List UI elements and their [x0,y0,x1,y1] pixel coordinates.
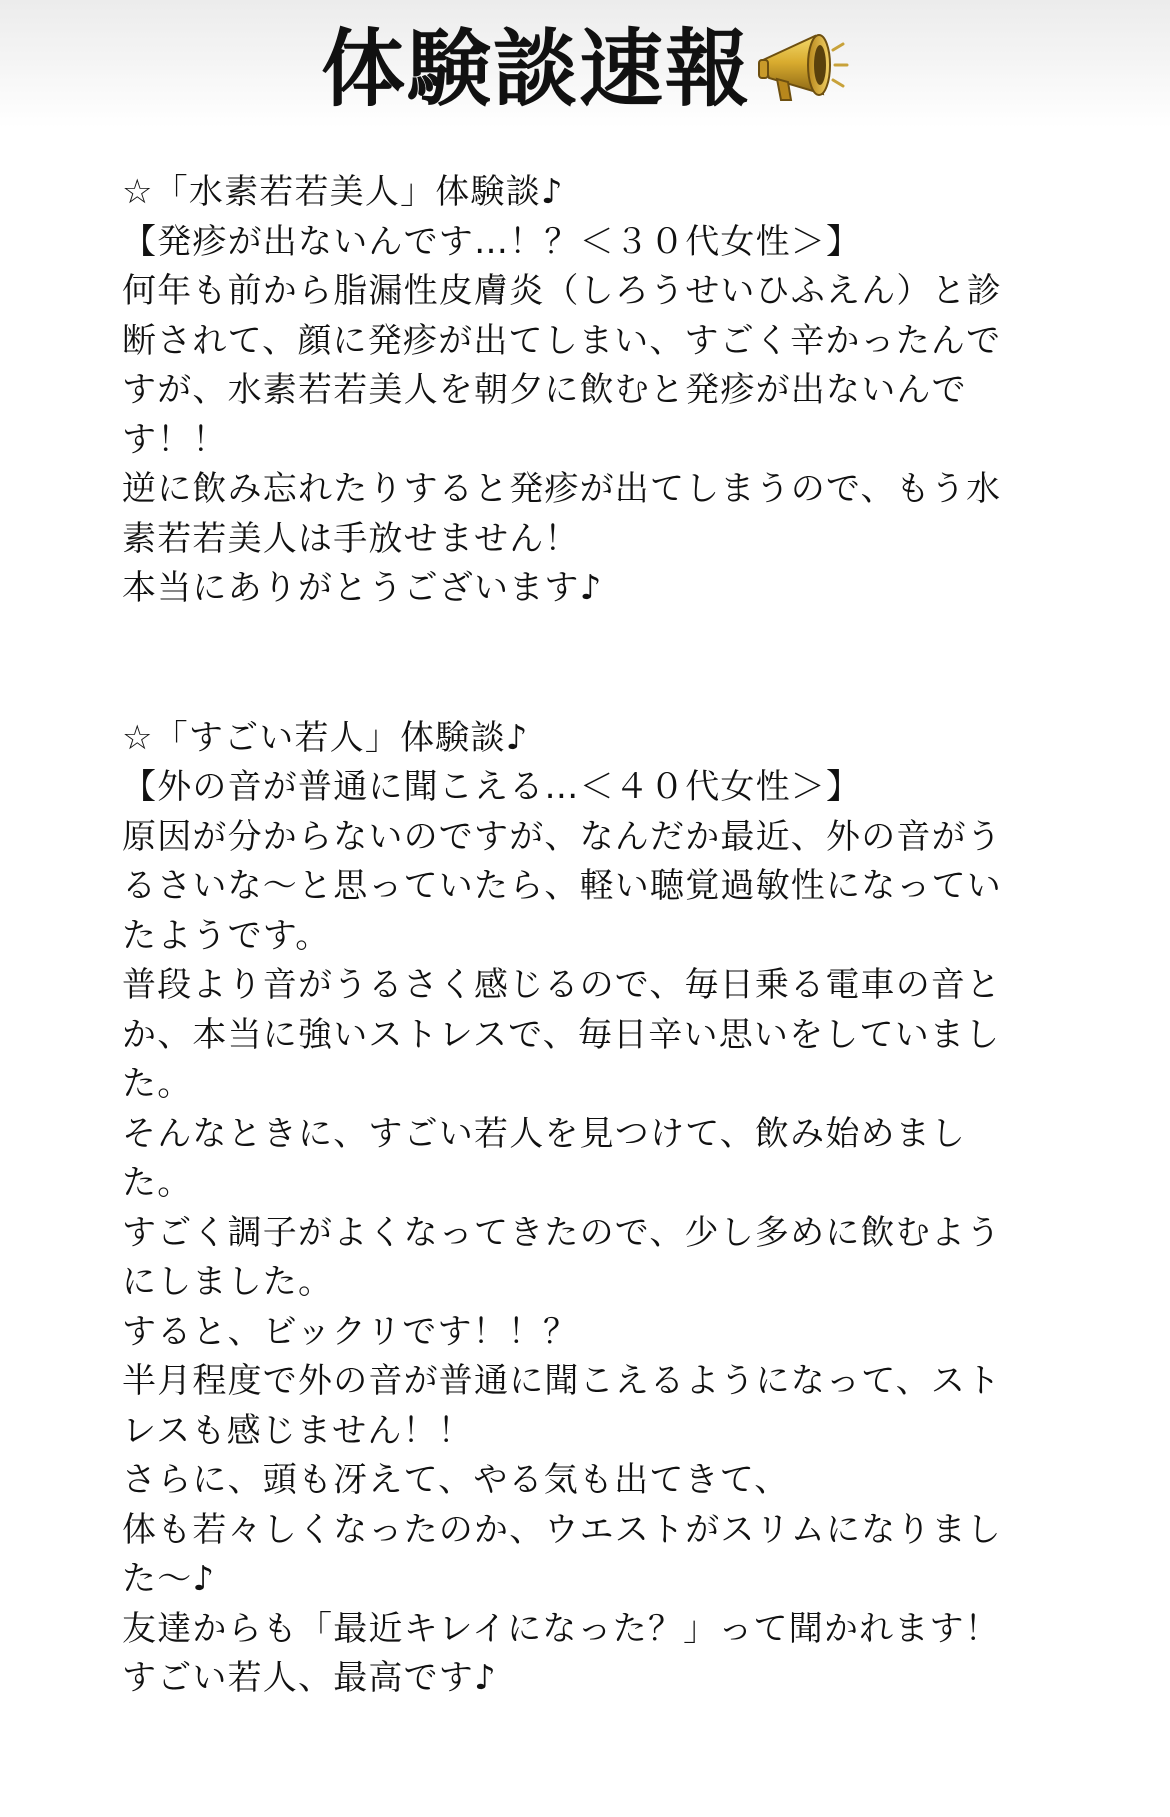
testimonials [122,168,1042,1704]
body-line: 半月程度で外の音が普通に聞こえるようになって、スト [122,1361,1002,1401]
page-title: 体験談速報 [320,20,751,118]
section-heading: ☆「すごい若人」体験談♪ [122,717,529,758]
header-banner [0,0,1170,128]
body-line: すごく調子がよくなってきたので、少し多めに飲むよう [122,1212,1002,1253]
section-heading: ☆「水素若若美人」体験談♪ [122,172,564,212]
body-line: レスも感じません！！ [122,1410,473,1451]
testimonial-section [122,714,1042,1704]
body-line: た〜♪ [122,1559,216,1599]
body-line: にしました。 [122,1262,334,1302]
body-line: た。 [122,1163,193,1203]
body-line: 逆に飲み忘れたりすると発疹が出てしまうので、もう水 [122,469,1002,509]
testimonial-section [122,168,1042,614]
body-line: そんなときに、すごい若人を見つけて、飲み始めまし [122,1113,967,1154]
body-line: 普段より音がうるさく感じるので、毎日乗る電車の音と [122,965,1002,1005]
body-line: すると、ビックリです！！？ [122,1311,579,1352]
body-line: 本当にありがとうございます♪ [122,568,603,608]
body-line: 断されて、顔に発疹が出てしまい、すごく辛かったんで [122,320,1002,361]
body-line: か、本当に強いストレスで、毎日辛い思いをしていまし [122,1014,1001,1055]
body-line: 友達からも「最近キレイになった？」って聞かれます！ [122,1608,1000,1649]
body-line: るさいな〜と思っていたら、軽い聴覚過敏性になってい [122,866,1002,906]
body-line: す！！ [122,419,228,460]
megaphone-icon [757,30,849,108]
section-subheading: 【外の音が普通に聞こえる…＜４０代女性＞】 [122,767,862,807]
body-line: たようです。 [122,915,331,956]
body-line: 素若若美人は手放せません！ [122,518,580,559]
body-line: 原因が分からないのですが、なんだか最近、外の音がう [122,816,1002,857]
body-line: 体も若々しくなったのか、ウエストがスリムになりまし [122,1509,1002,1550]
body-line: た。 [122,1064,193,1104]
body-line: 何年も前から脂漏性皮膚炎（しろうせいひふえん）と診 [122,271,1002,311]
body-line: すごい若人、最高です♪ [122,1658,497,1698]
title-row [0,14,1170,124]
section-subheading: 【発疹が出ないんです…！？＜３０代女性＞】 [122,221,862,262]
body-line: すが、水素若若美人を朝夕に飲むと発疹が出ないんで [122,370,967,410]
body-line: さらに、頭も冴えて、やる気も出てきて、 [122,1460,790,1500]
